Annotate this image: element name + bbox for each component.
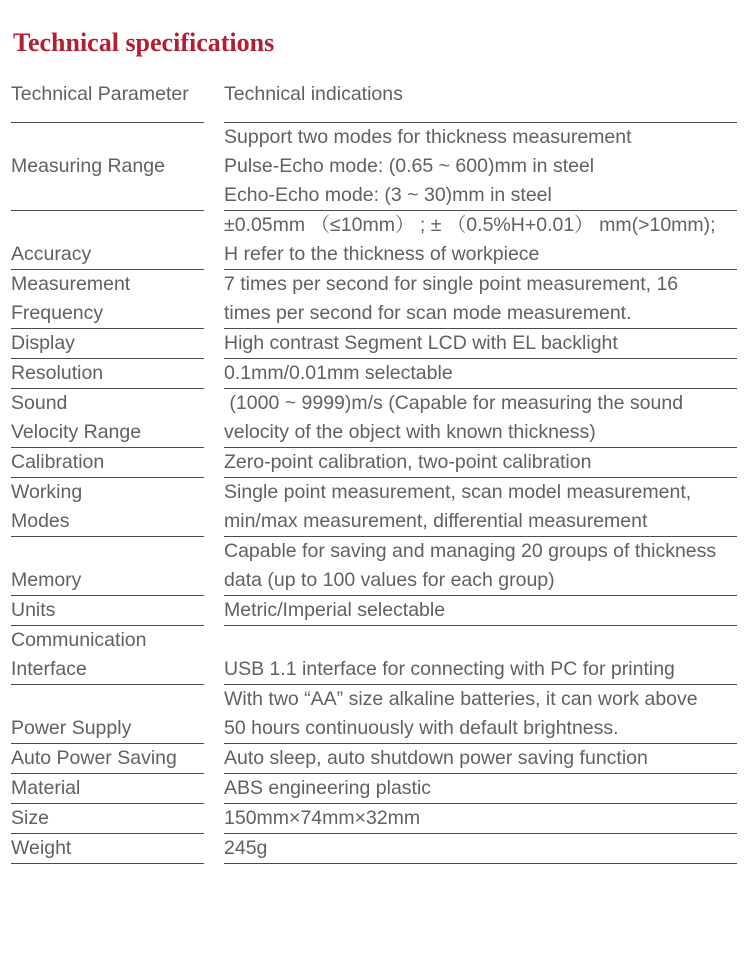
value-line: Zero-point calibration, two-point calibration (224, 451, 592, 473)
param-line: Size (11, 807, 49, 829)
spec-row (11, 270, 737, 329)
value-line: H refer to the thickness of workpiece (224, 243, 540, 265)
column-gap (204, 685, 224, 744)
param-line: Velocity Range (11, 421, 142, 443)
value-line: USB 1.1 interface for connecting with PC for printing (224, 658, 675, 680)
param-line: Calibration (11, 451, 105, 473)
param-line: Display (11, 332, 75, 354)
value-line: min/max measurement, differential measurement (224, 510, 648, 532)
value-line: Support two modes for thickness measurement (224, 126, 632, 148)
param-line: Material (11, 777, 81, 799)
param-line: Modes (11, 510, 70, 532)
column-gap (204, 834, 224, 864)
spec-row (11, 537, 737, 596)
value-line: ±0.05mm （≤10mm） ; ± （0.5%H+0.01） mm(>10mm); (224, 214, 716, 236)
column-gap (204, 626, 224, 685)
column-gap (204, 270, 224, 329)
param-cell (11, 123, 204, 211)
value-line: Echo-Echo mode: (3 ~ 30)mm in steel (224, 184, 552, 206)
param-cell (11, 537, 204, 596)
column-gap (204, 596, 224, 626)
column-gap (204, 329, 224, 359)
column-gap (204, 211, 224, 270)
spec-row (11, 211, 737, 270)
spec-row (11, 329, 737, 359)
value-line: (1000 ~ 9999)m/s (Capable for measuring the sound (224, 392, 684, 414)
value-line: times per second for scan mode measurement. (224, 302, 632, 324)
param-line: Weight (11, 837, 72, 859)
table-header-row (11, 80, 737, 123)
param-line: Measuring Range (11, 155, 165, 177)
value-header-cell (224, 80, 737, 123)
param-header-cell (11, 80, 204, 123)
spec-row (11, 596, 737, 626)
param-line: Resolution (11, 362, 104, 384)
param-line: Communication (11, 629, 147, 651)
value-line: 50 hours continuously with default brightness. (224, 717, 619, 739)
param-line: Auto Power Saving (11, 747, 177, 769)
value-cell (224, 744, 737, 774)
spec-row (11, 744, 737, 774)
spec-table (11, 80, 737, 864)
param-cell (11, 834, 204, 864)
spec-row (11, 448, 737, 478)
value-cell (224, 626, 737, 685)
param-line: Power Supply (11, 717, 132, 739)
value-cell (224, 389, 737, 448)
param-cell (11, 389, 204, 448)
param-line: Interface (11, 658, 87, 680)
value-line: Metric/Imperial selectable (224, 599, 446, 621)
column-gap (204, 744, 224, 774)
column-gap (204, 774, 224, 804)
value-line: 0.1mm/0.01mm selectable (224, 362, 453, 384)
column-gap (204, 448, 224, 478)
spec-row (11, 626, 737, 685)
value-cell (224, 211, 737, 270)
value-line: With two “AA” size alkaline batteries, it can work above (224, 688, 698, 710)
value-cell (224, 537, 737, 596)
column-gap (204, 123, 224, 211)
spec-row (11, 774, 737, 804)
value-header-label: Technical indications (224, 83, 403, 105)
param-cell (11, 774, 204, 804)
column-gap (204, 537, 224, 596)
value-cell (224, 596, 737, 626)
value-line: 7 times per second for single point measurement, 16 (224, 273, 679, 295)
column-gap (204, 804, 224, 834)
param-cell (11, 626, 204, 685)
page-title: Technical specifications (13, 28, 275, 57)
param-line: Working (11, 481, 83, 503)
param-line: Units (11, 599, 56, 621)
param-cell (11, 359, 204, 389)
value-cell (224, 834, 737, 864)
value-cell (224, 774, 737, 804)
param-cell (11, 744, 204, 774)
param-cell (11, 596, 204, 626)
value-cell (224, 685, 737, 744)
value-line: Pulse-Echo mode: (0.65 ~ 600)mm in steel (224, 155, 595, 177)
param-cell (11, 448, 204, 478)
column-gap (204, 359, 224, 389)
spec-row (11, 804, 737, 834)
spec-row (11, 834, 737, 864)
value-cell (224, 478, 737, 537)
spec-row (11, 478, 737, 537)
value-cell (224, 329, 737, 359)
column-gap (204, 478, 224, 537)
param-line: Accuracy (11, 243, 92, 265)
value-line: High contrast Segment LCD with EL backlight (224, 332, 618, 354)
value-line: velocity of the object with known thickness) (224, 421, 596, 443)
param-line: Measurement (11, 273, 131, 295)
value-line: ABS engineering plastic (224, 777, 432, 799)
param-cell (11, 329, 204, 359)
value-line: data (up to 100 values for each group) (224, 569, 555, 591)
column-gap (204, 389, 224, 448)
value-line: 245g (224, 837, 268, 859)
param-cell (11, 685, 204, 744)
spec-row (11, 685, 737, 744)
param-cell (11, 211, 204, 270)
value-cell (224, 270, 737, 329)
param-cell (11, 804, 204, 834)
param-line: Frequency (11, 302, 104, 324)
column-gap (204, 80, 224, 123)
value-cell (224, 123, 737, 211)
spec-row (11, 389, 737, 448)
value-line: Single point measurement, scan model measurement, (224, 481, 692, 503)
value-cell (224, 804, 737, 834)
spec-table-body (11, 123, 737, 864)
value-cell (224, 448, 737, 478)
param-line: Memory (11, 569, 82, 591)
spec-row (11, 123, 737, 211)
param-cell (11, 478, 204, 537)
param-cell (11, 270, 204, 329)
spec-row (11, 359, 737, 389)
value-cell (224, 359, 737, 389)
param-header-label: Technical Parameter (11, 83, 189, 105)
param-line: Sound (11, 392, 68, 414)
value-line: 150mm×74mm×32mm (224, 807, 421, 829)
value-line: Auto sleep, auto shutdown power saving function (224, 747, 648, 769)
value-line: Capable for saving and managing 20 groups of thickness (224, 540, 717, 562)
